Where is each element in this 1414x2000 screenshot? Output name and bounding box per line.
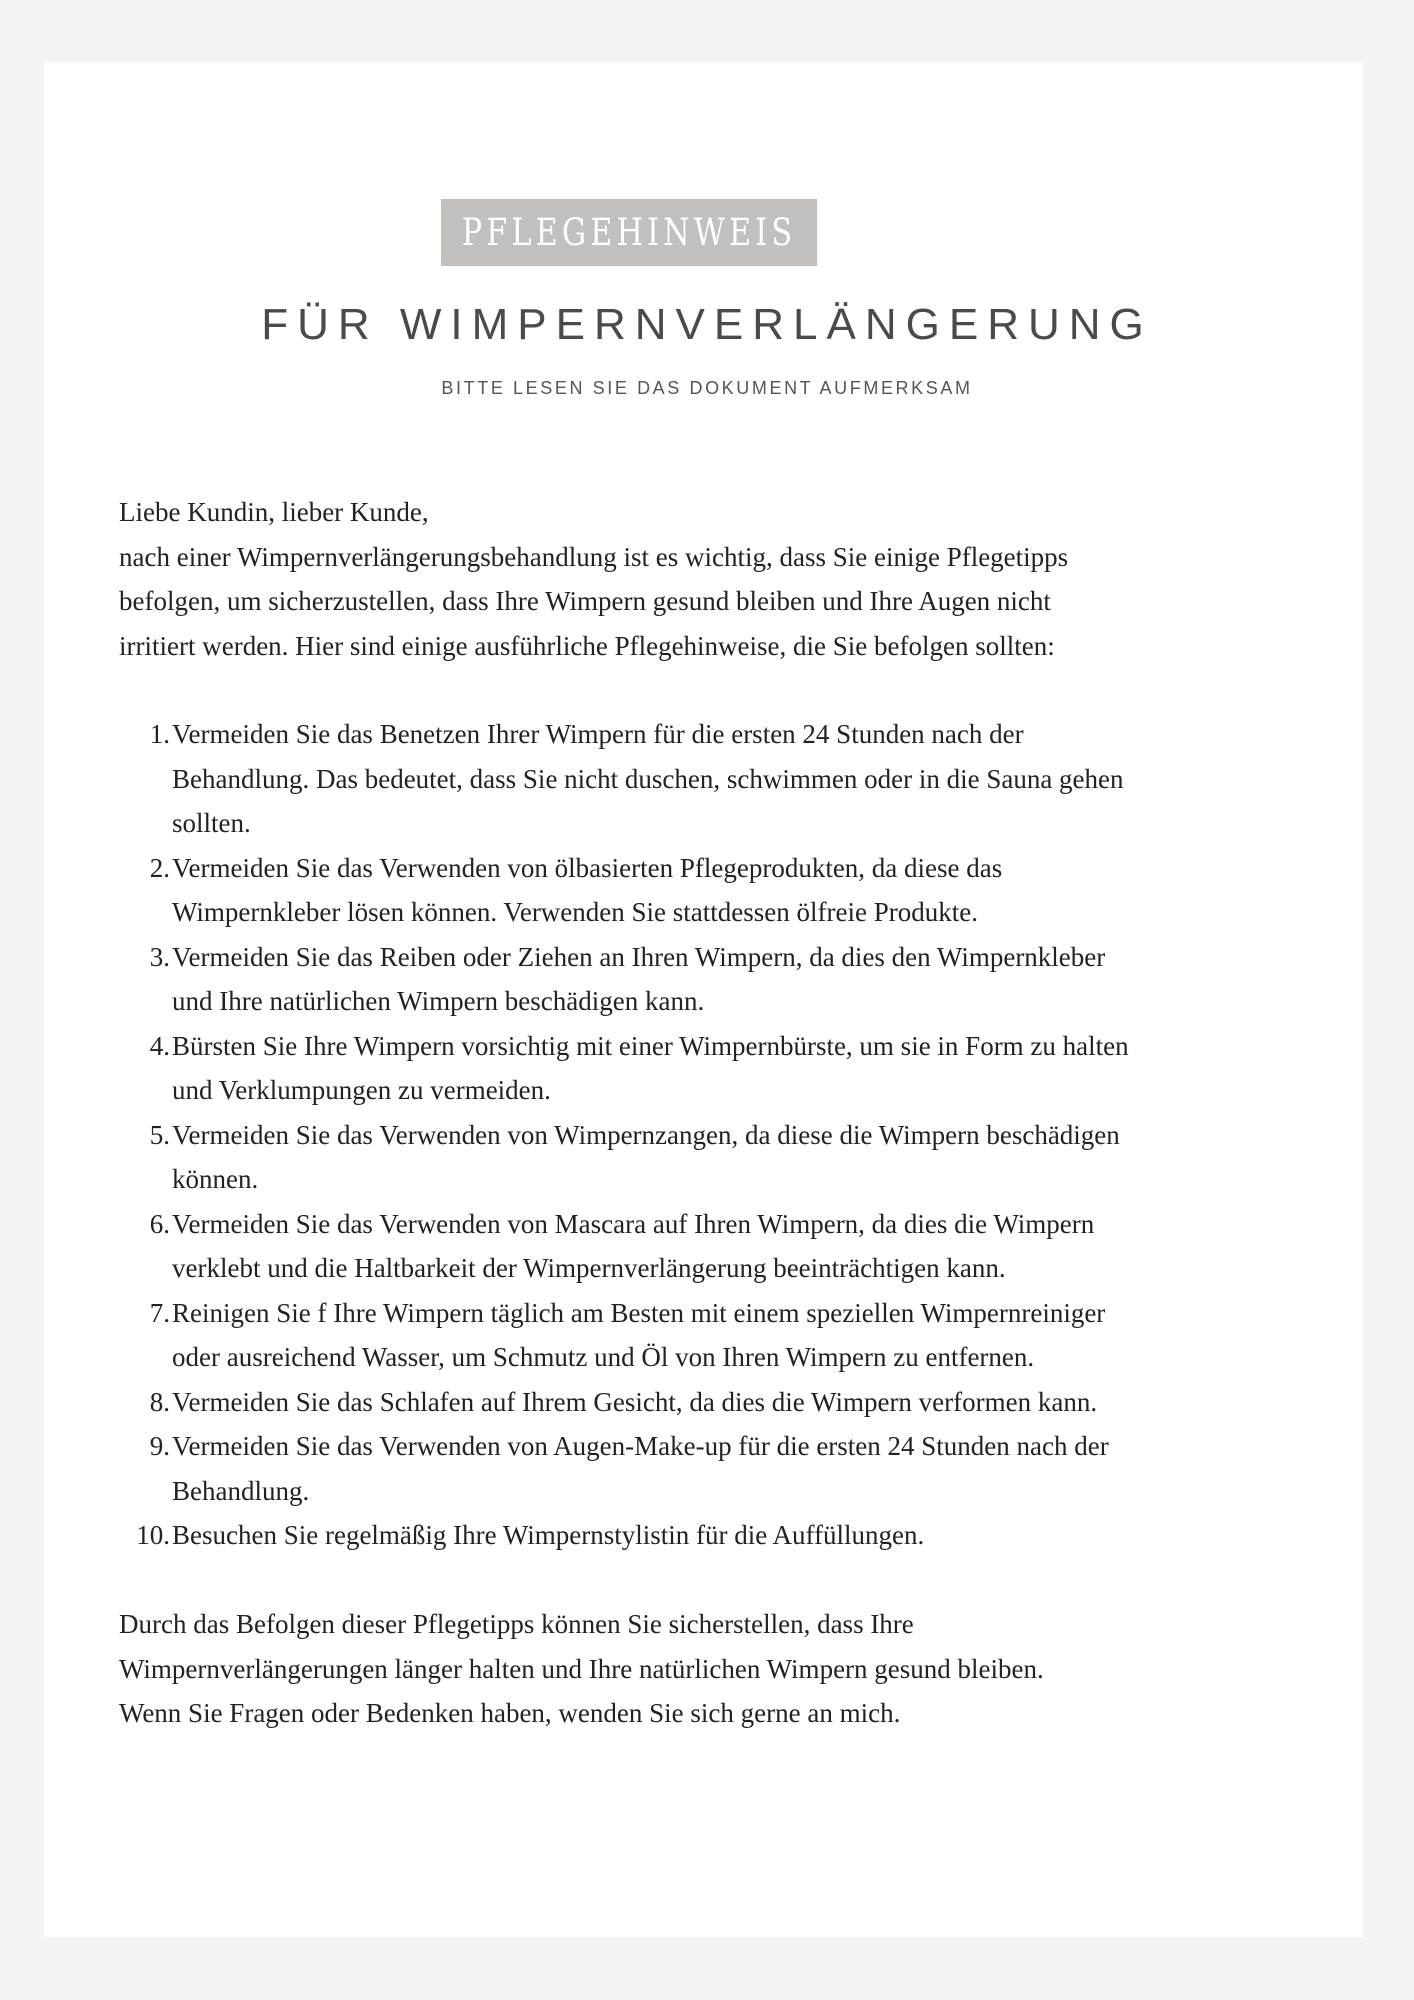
list-item-text: oder ausreichend Wasser, um Schmutz und Öl von Ihren Wimpern zu entfernen. (172, 1342, 1035, 1372)
intro-line: befolgen, um sicherzustellen, dass Ihre Wimpern gesund bleiben und Ihre Augen nicht (119, 586, 1051, 616)
list-item (119, 1424, 1129, 1513)
list-item-number: 1. (149, 719, 170, 749)
list-item-text: Vermeiden Sie das Verwenden von Wimpernzangen, da diese die Wimpern beschädigen (172, 1119, 1120, 1150)
list-item-text: Behandlung. Das bedeutet, dass Sie nicht duschen, schwimmen oder in die Sauna gehen (172, 763, 1124, 794)
list-item-number: 3. (149, 941, 170, 972)
closing-paragraph (119, 1602, 1044, 1736)
list-item-text: verklebt und die Haltbarkeit der Wimpernverlängerung beeinträchtigen kann. (172, 1253, 1006, 1283)
closing-line: Wimpernverlängerungen länger halten und Ihre natürlichen Wimpern gesund bleiben. (119, 1653, 1044, 1684)
list-item-number: 7. (149, 1297, 170, 1328)
list-item-number: 9. (149, 1431, 170, 1461)
document-title: FÜR WIMPERNVERLÄNGERUNG (261, 300, 1153, 349)
list-item-text: und Ihre natürlichen Wimpern beschädigen kann. (172, 986, 705, 1016)
list-item-text: und Verklumpungen zu vermeiden. (172, 1075, 551, 1105)
intro-line: irritiert werden. Hier sind einige ausführliche Pflegehinweise, die Sie befolgen sollten: (119, 630, 1055, 661)
list-item-text: Vermeiden Sie das Verwenden von ölbasierten Pflegeprodukten, da diese das (172, 852, 1003, 883)
list-item (119, 712, 1129, 846)
closing-line: Durch das Befolgen dieser Pflegetipps können Sie sicherstellen, dass Ihre (119, 1609, 914, 1639)
list-item (119, 1380, 1129, 1425)
document-subtitle: BITTE LESEN SIE DAS DOKUMENT AUFMERKSAM (441, 378, 973, 398)
list-item-text: Behandlung. (172, 1475, 310, 1506)
list-item-number: 4. (149, 1030, 170, 1061)
list-item-text: Vermeiden Sie das Reiben oder Ziehen an Ihren Wimpern, da dies den Wimpernkleber (172, 941, 1106, 972)
header-label: PFLEGEHINWEIS (461, 211, 797, 254)
list-item-number: 10. (136, 1520, 170, 1550)
intro-paragraph (119, 490, 1068, 668)
list-item-text: sollten. (172, 808, 251, 838)
intro-line: Liebe Kundin, lieber Kunde, (119, 497, 429, 527)
list-item-number: 5. (149, 1119, 170, 1150)
intro-line: nach einer Wimpernverlängerungsbehandlung ist es wichtig, dass Sie einige Pflegetipps (119, 541, 1069, 572)
list-item-text: Bürsten Sie Ihre Wimpern vorsichtig mit einer Wimpernbürste, um sie in Form zu halten (172, 1030, 1129, 1061)
closing-line: Wenn Sie Fragen oder Bedenken haben, wenden Sie sich gerne an mich. (119, 1698, 901, 1728)
list-item-text: Reinigen Sie f Ihre Wimpern täglich am Besten mit einem speziellen Wimpernreiniger (172, 1297, 1106, 1328)
list-item-text: Wimpernkleber lösen können. Verwenden Sie stattdessen ölfreie Produkte. (172, 897, 978, 927)
list-item-text: können. (172, 1164, 259, 1194)
list-item-text: Vermeiden Sie das Benetzen Ihrer Wimpern für die ersten 24 Stunden nach der (172, 719, 1024, 749)
list-item (119, 1291, 1129, 1380)
list-item-text: Besuchen Sie regelmäßig Ihre Wimpernstylistin für die Auffüllungen. (172, 1520, 925, 1550)
care-instructions-list (119, 712, 1129, 1558)
list-item-number: 8. (149, 1386, 170, 1417)
list-item (119, 846, 1129, 935)
list-item-text: Vermeiden Sie das Schlafen auf Ihrem Gesicht, da dies die Wimpern verformen kann. (172, 1386, 1098, 1417)
list-item (119, 1024, 1129, 1113)
list-item-text: Vermeiden Sie das Verwenden von Augen-Make-up für die ersten 24 Stunden nach der (172, 1431, 1109, 1461)
list-item-number: 2. (149, 852, 170, 883)
list-item-text: Vermeiden Sie das Verwenden von Mascara auf Ihren Wimpern, da dies die Wimpern (172, 1208, 1095, 1239)
list-item (119, 1113, 1129, 1202)
list-item (119, 1513, 1129, 1558)
list-item (119, 1202, 1129, 1291)
list-item (119, 935, 1129, 1024)
header-label-box (441, 199, 817, 266)
list-item-number: 6. (149, 1208, 170, 1239)
